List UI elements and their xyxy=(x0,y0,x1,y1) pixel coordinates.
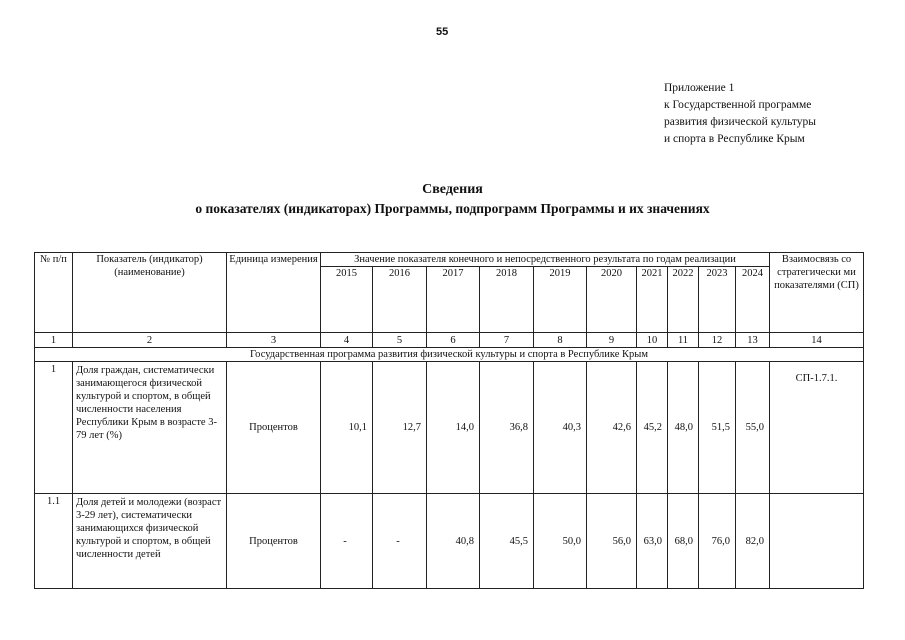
value-cell: 82,0 xyxy=(736,494,770,589)
header-values-group: Значение показателя конечного и непосредственного результата по годам реализации xyxy=(321,253,770,267)
appendix-line-3: развития физической культуры xyxy=(664,116,817,128)
value-cell: 50,0 xyxy=(534,494,587,589)
header-unit: Единица измерения xyxy=(227,253,321,333)
strategic-link xyxy=(770,494,864,589)
header-link: Взаимосвязь со стратегически ми показателями (СП) xyxy=(770,253,864,333)
header-indicator: Показатель (индикатор) (наименование) xyxy=(73,253,227,333)
header-year: 2017 xyxy=(427,267,480,333)
value-cell: 10,1 xyxy=(321,362,373,494)
row-number: 1.1 xyxy=(35,494,73,589)
column-number: 11 xyxy=(668,333,699,348)
value-cell: 45,5 xyxy=(480,494,534,589)
unit: Процентов xyxy=(227,362,321,494)
appendix-line-4: и спорта в Республике Крым xyxy=(664,133,805,145)
column-number: 8 xyxy=(534,333,587,348)
document-subtitle: о показателях (индикаторах) Программы, подпрограмм Программы и их значениях xyxy=(195,201,710,216)
value-cell: 45,2 xyxy=(637,362,668,494)
header-num: № п/п xyxy=(35,253,73,333)
value-cell: 40,3 xyxy=(534,362,587,494)
unit: Процентов xyxy=(227,494,321,589)
value-cell: 56,0 xyxy=(587,494,637,589)
header-year: 2024 xyxy=(736,267,770,333)
column-number-row xyxy=(35,333,864,348)
table-row xyxy=(35,494,864,589)
column-number: 1 xyxy=(35,333,73,348)
section-title: Государственная программа развития физической культуры и спорта в Республике Крым xyxy=(35,348,864,362)
header-year: 2016 xyxy=(373,267,427,333)
header-year: 2015 xyxy=(321,267,373,333)
value-cell: 51,5 xyxy=(699,362,736,494)
column-number: 7 xyxy=(480,333,534,348)
indicators-table xyxy=(34,252,864,589)
column-number: 5 xyxy=(373,333,427,348)
value-cell: 76,0 xyxy=(699,494,736,589)
appendix-line-1: Приложение 1 xyxy=(664,82,735,94)
column-number: 13 xyxy=(736,333,770,348)
indicator-name: Доля детей и молодежи (возраст 3-29 лет), систематически занимающихся физической культурой и спортом, в общей численности детей xyxy=(73,494,227,589)
column-number: 3 xyxy=(227,333,321,348)
value-cell: 63,0 xyxy=(637,494,668,589)
value-cell: 42,6 xyxy=(587,362,637,494)
column-number: 9 xyxy=(587,333,637,348)
column-number: 6 xyxy=(427,333,480,348)
header-year: 2023 xyxy=(699,267,736,333)
value-cell: 40,8 xyxy=(427,494,480,589)
table-row xyxy=(35,362,864,494)
header-year: 2020 xyxy=(587,267,637,333)
header-row-1 xyxy=(35,253,864,267)
value-cell: 36,8 xyxy=(480,362,534,494)
header-year: 2019 xyxy=(534,267,587,333)
column-number: 12 xyxy=(699,333,736,348)
header-year: 2022 xyxy=(668,267,699,333)
column-number: 2 xyxy=(73,333,227,348)
value-cell: - xyxy=(373,494,427,589)
value-cell: - xyxy=(321,494,373,589)
value-cell: 55,0 xyxy=(736,362,770,494)
header-year: 2021 xyxy=(637,267,668,333)
row-number: 1 xyxy=(35,362,73,494)
section-row xyxy=(35,348,864,362)
appendix-line-2: к Государственной программе xyxy=(664,99,812,111)
indicator-name: Доля граждан, систематически занимающегося физической культурой и спортом, в общей численности населения Республики Крым в возрасте 3-79 лет (%) xyxy=(73,362,227,494)
value-cell: 14,0 xyxy=(427,362,480,494)
value-cell: 12,7 xyxy=(373,362,427,494)
document-title: Сведения xyxy=(422,182,483,197)
strategic-link: СП-1.7.1. xyxy=(770,362,864,494)
page-number: 55 xyxy=(436,26,449,38)
header-year: 2018 xyxy=(480,267,534,333)
column-number: 14 xyxy=(770,333,864,348)
column-number: 10 xyxy=(637,333,668,348)
appendix-note xyxy=(664,80,816,148)
value-cell: 68,0 xyxy=(668,494,699,589)
value-cell: 48,0 xyxy=(668,362,699,494)
column-number: 4 xyxy=(321,333,373,348)
